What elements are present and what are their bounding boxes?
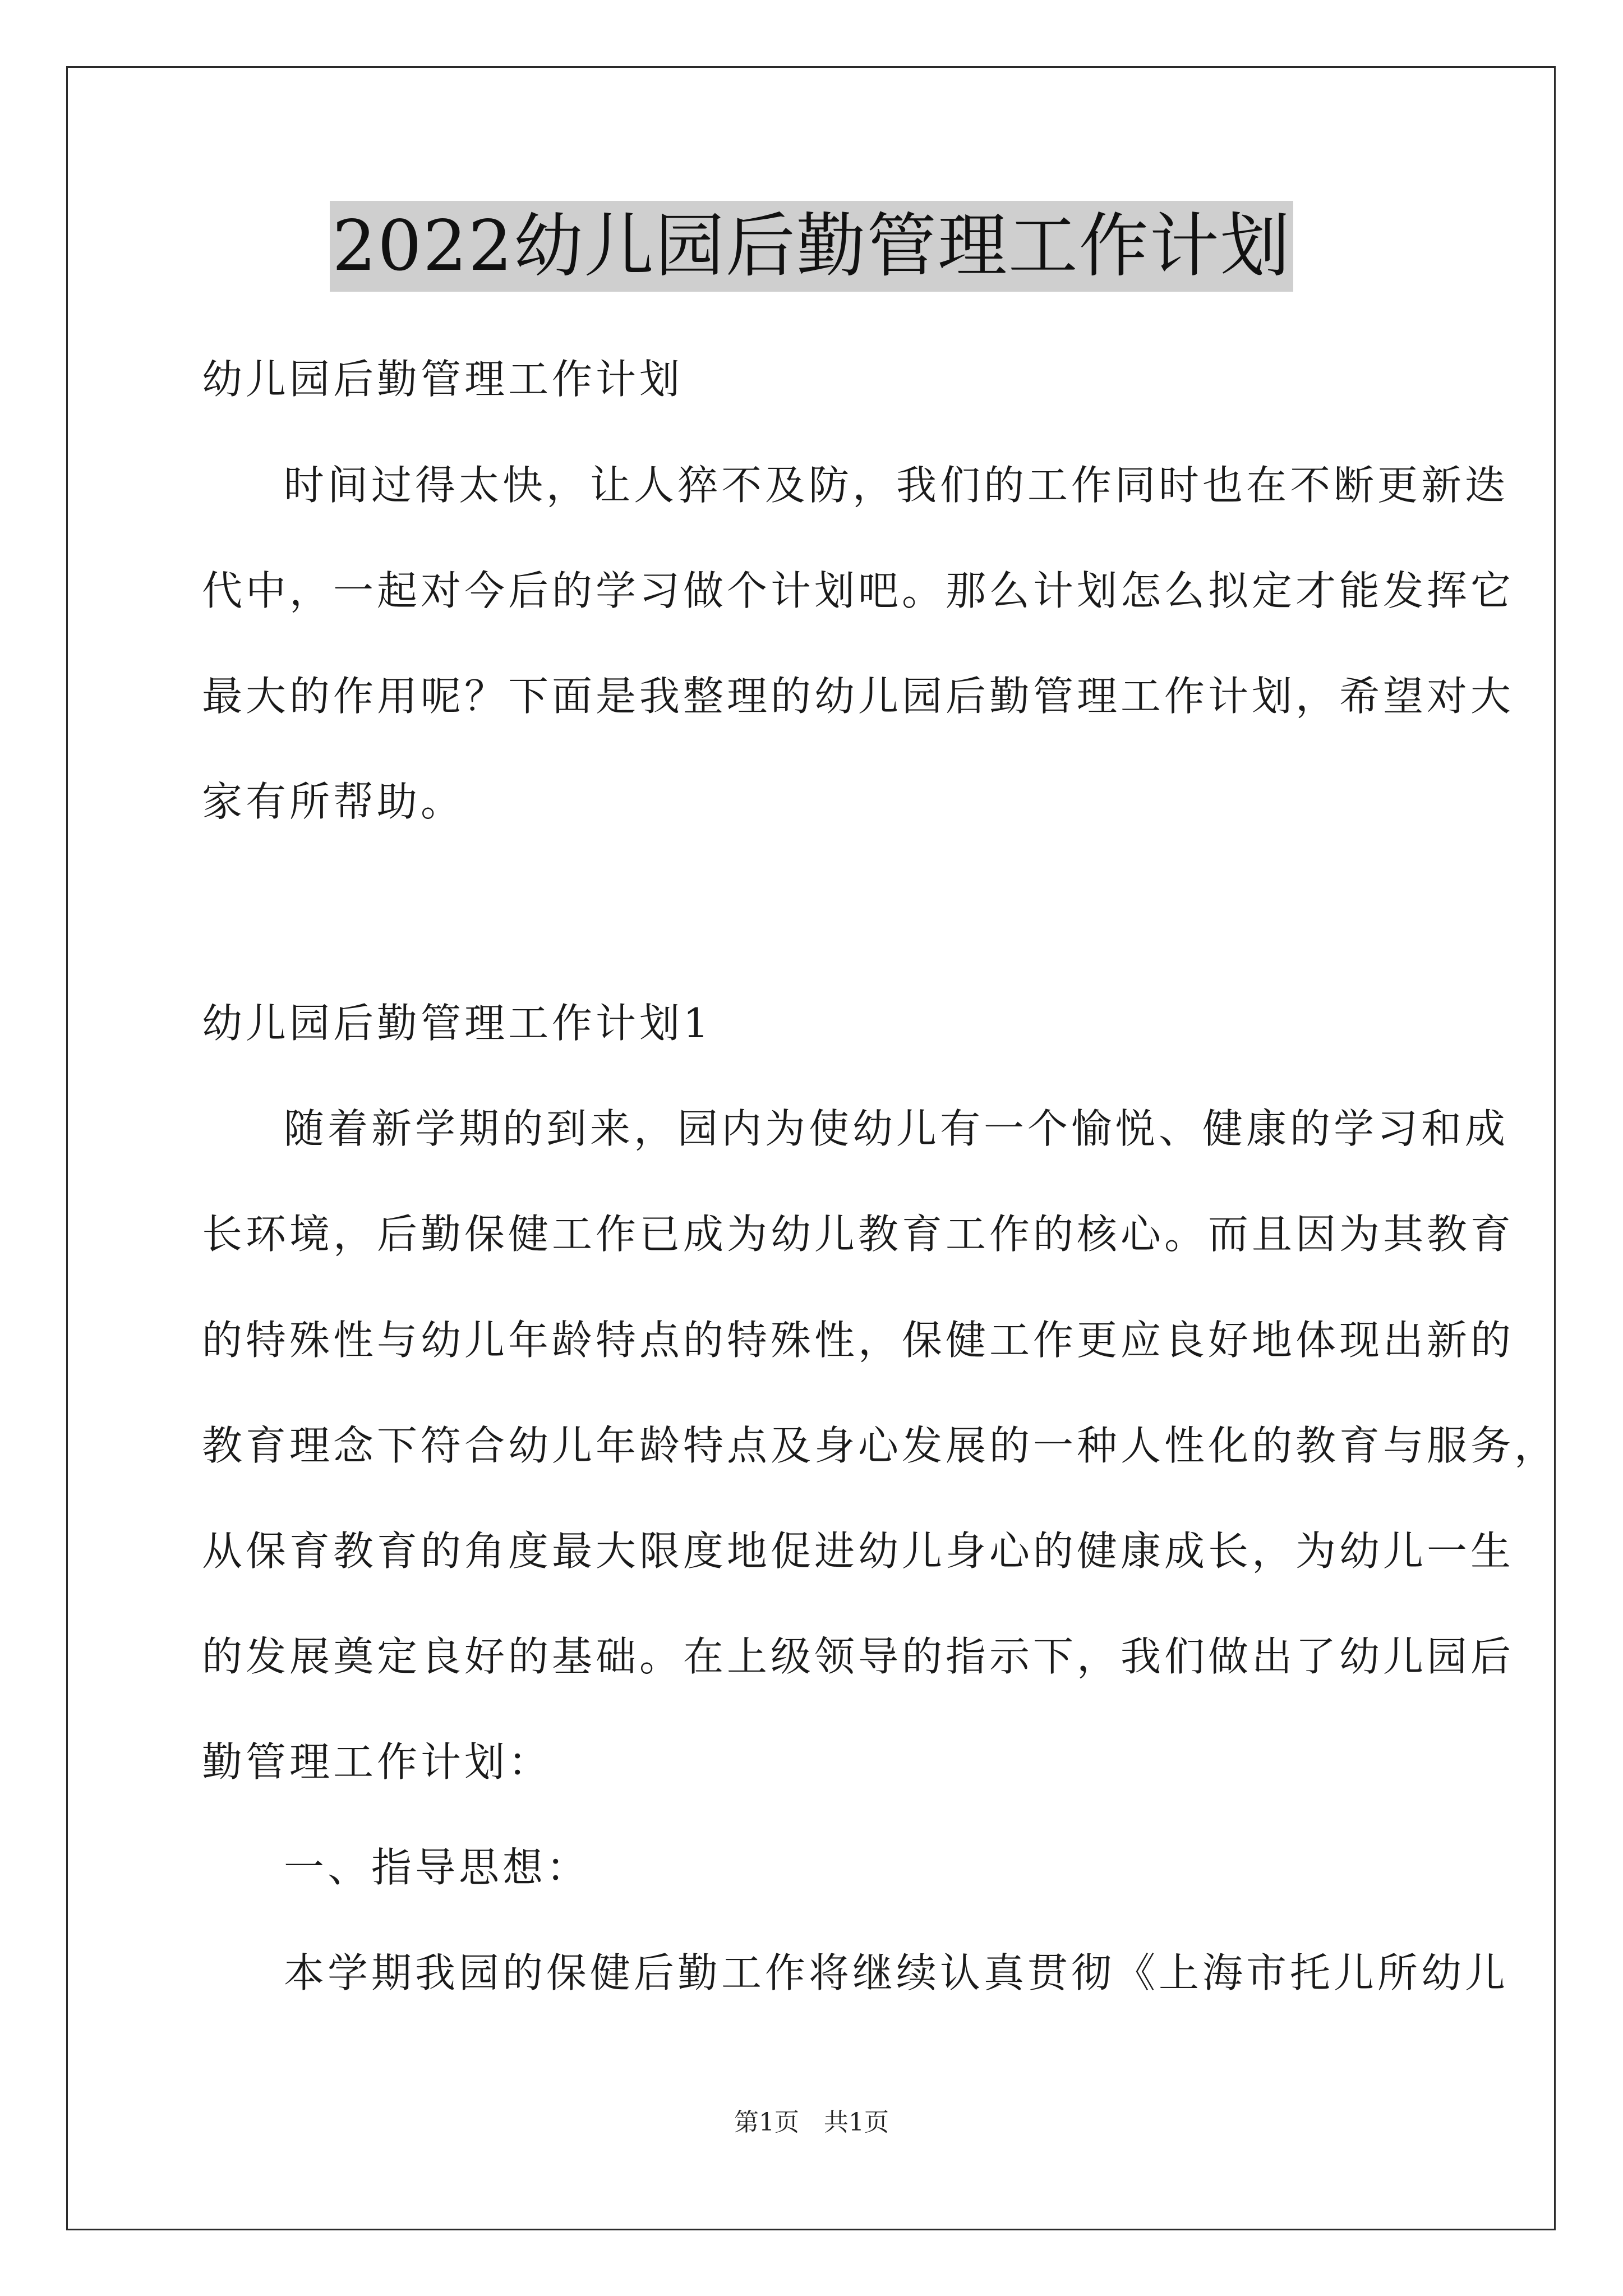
paragraph-line: 的发展奠定良好的基础。在上级领导的指示下，我们做出了幼儿园后 xyxy=(202,1633,1515,1680)
paragraph-line: 长环境，后勤保健工作已成为幼儿教育工作的核心。而且因为其教育 xyxy=(202,1211,1515,1258)
page-footer: 第1页 共1页 xyxy=(734,2108,889,2137)
paragraph-line: 代中，一起对今后的学习做个计划吧。那么计划怎么拟定才能发挥它 xyxy=(202,567,1515,614)
paragraph-line: 随着新学期的到来，园内为使幼儿有一个愉悦、健康的学习和成 xyxy=(284,1105,1509,1152)
paragraph-line: 时间过得太快，让人猝不及防，我们的工作同时也在不断更新迭 xyxy=(284,462,1509,509)
paragraph-line: 本学期我园的保健后勤工作将继续认真贯彻《上海市托儿所幼儿 xyxy=(284,1949,1509,1996)
paragraph-line: 家有所帮助。 xyxy=(202,778,465,825)
subtitle: 幼儿园后勤管理工作计划 xyxy=(202,356,684,403)
subsection-heading: 一、指导思想： xyxy=(284,1844,591,1891)
paragraph-line: 勤管理工作计划： xyxy=(202,1738,552,1786)
section-heading: 幼儿园后勤管理工作计划1 xyxy=(202,1000,712,1047)
paragraph-line: 从保育教育的角度最大限度地促进幼儿身心的健康成长，为幼儿一生 xyxy=(202,1527,1515,1575)
paragraph-line: 教育理念下符合幼儿年龄特点及身心发展的一种人性化的教育与服务， xyxy=(202,1422,1559,1469)
title-container xyxy=(0,201,1623,292)
paragraph-line: 最大的作用呢？下面是我整理的幼儿园后勤管理工作计划，希望对大 xyxy=(202,673,1515,720)
paragraph-line: 的特殊性与幼儿年龄特点的特殊性，保健工作更应良好地体现出新的 xyxy=(202,1317,1515,1364)
document-title: 2022幼儿园后勤管理工作计划 xyxy=(330,201,1293,292)
